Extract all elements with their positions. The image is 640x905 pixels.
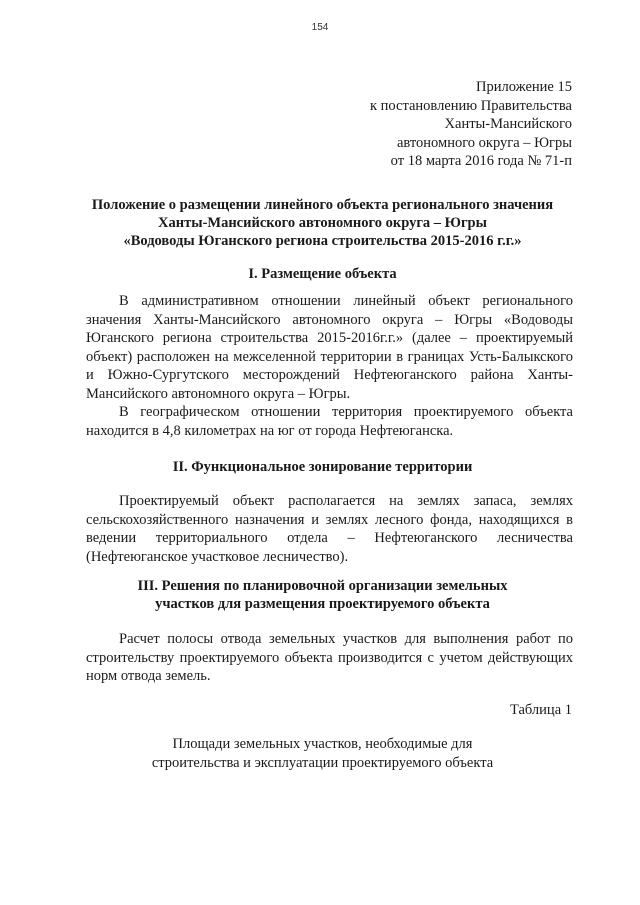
section-1-heading: I. Размещение объекта: [248, 266, 397, 282]
section-3-heading-line: участков для размещения проектируемого объекта: [155, 596, 490, 612]
appendix-line: Приложение 15: [476, 79, 572, 95]
appendix-line: от 18 марта 2016 года № 71-п: [390, 153, 572, 170]
document-title: [70, 196, 575, 250]
section-3-heading-line: III. Решения по планировочной организации земельных: [137, 578, 508, 594]
table-caption-line: Площади земельных участков, необходимые для: [172, 736, 473, 752]
appendix-line: Ханты-Мансийского: [444, 116, 572, 133]
section-3-heading: [70, 577, 575, 613]
table-label: Таблица 1: [509, 702, 572, 718]
section-1-paragraph-2: В географическом отношении территория проектируемого объекта находится в 4,8 километрах на юг от города Нефтеюганска.: [86, 404, 573, 439]
title-line: «Водоводы Юганского региона строительства 2015-2016 г.г.»: [123, 233, 522, 249]
table-caption: [70, 735, 575, 772]
page-number: 154: [311, 22, 329, 33]
title-line: Положение о размещении линейного объекта регионального значения: [91, 197, 554, 213]
section-2-heading: II. Функциональное зонирование территории: [172, 459, 473, 475]
appendix-line: к постановлению Правительства: [370, 97, 572, 114]
table-caption-line: строительства и эксплуатации проектируемого объекта: [151, 754, 494, 771]
title-line: Ханты-Мансийского автономного округа – Югры: [158, 215, 487, 231]
appendix-line: автономного округа – Югры: [396, 134, 572, 151]
section-3-paragraph-1: Расчет полосы отвода земельных участков для выполнения работ по строительству проектируемого объекта производится с учетом действующих норм отвода земель.: [86, 631, 573, 684]
section-1-paragraph-1: В административном отношении линейный объект регионального значения Ханты-Мансийского автономного округа – Югры «Водоводы Юганского региона строительства 2015-2016г.г.» (далее – проектируемый объект) расположен на межселенной территории в границах Усть-Балыкского и Южно-Сургутского месторождений Нефтеюганского района Ханты-Мансийского автономного округа – Югры.: [86, 293, 573, 402]
appendix-reference: [370, 78, 572, 171]
section-2-paragraph-1: Проектируемый объект располагается на землях запаса, землях сельскохозяйственного назначения и землях лесного фонда, находящихся в ведении территориального отдела – Нефтеюганского лесничества (Нефтеюганское участковое лесничество).: [86, 493, 573, 565]
